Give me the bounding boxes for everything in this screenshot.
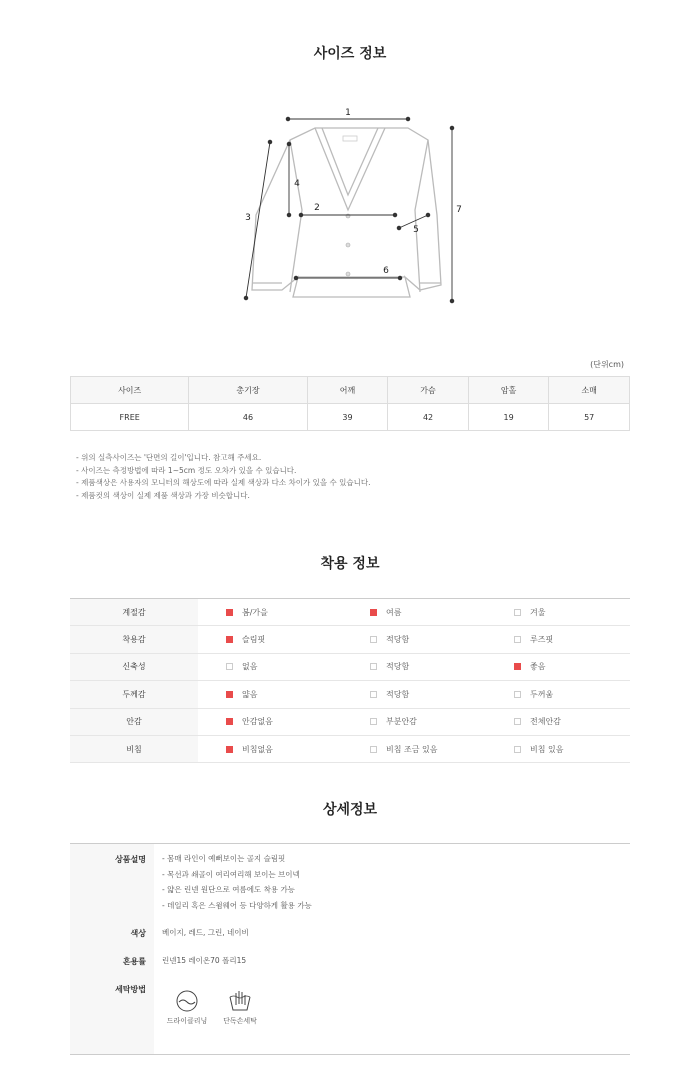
wash-item-hand-wash — [218, 988, 262, 1026]
detail-info-box — [70, 843, 630, 1055]
checked-box — [370, 609, 377, 616]
wear-option — [342, 626, 486, 653]
size-table — [70, 376, 630, 431]
table-cell: 19 — [468, 404, 549, 431]
unchecked-box — [370, 718, 377, 725]
wear-option-label: 겨울 — [530, 607, 546, 617]
measure-label-5: 5 — [413, 225, 419, 235]
header-cell: 암홀 — [468, 377, 549, 404]
detail-info-title: 상세정보 — [322, 802, 378, 818]
wear-row — [70, 653, 630, 680]
wear-option-label: 안감없음 — [242, 717, 273, 727]
wear-row-label: 두께감 — [70, 681, 198, 708]
wear-option — [342, 708, 486, 735]
desc-line: - 목선과 쇄골이 여리여리해 보이는 브이넥 — [162, 869, 300, 879]
header-cell: 가슴 — [388, 377, 469, 404]
wear-option — [198, 599, 342, 626]
table-cell: FREE — [71, 404, 189, 431]
size-notes — [76, 452, 371, 502]
desc-lines — [162, 851, 312, 913]
wash-item-dry-clean — [162, 988, 212, 1026]
unit-label: (단위cm) — [590, 360, 624, 369]
table-cell: 39 — [307, 404, 388, 431]
table-cell: 42 — [388, 404, 469, 431]
wear-option-label: 좋음 — [530, 662, 546, 672]
header-cell: 소매 — [549, 377, 630, 404]
wear-option-label: 적당함 — [386, 635, 410, 645]
wear-option — [342, 599, 486, 626]
wear-option-label: 봄/가을 — [242, 607, 268, 617]
wear-option-label: 전체안감 — [530, 717, 561, 727]
measure-label-6: 6 — [383, 266, 389, 276]
wear-option — [486, 599, 630, 626]
desc-label: 상품설명 — [115, 855, 146, 864]
wear-row-label: 비침 — [70, 735, 198, 762]
wear-option — [486, 708, 630, 735]
measure-label-2: 2 — [314, 203, 320, 213]
header-cell: 사이즈 — [71, 377, 189, 404]
color-label: 색상 — [130, 929, 146, 938]
note-item: - 제품컷의 색상이 실제 제품 색상과 가장 비슷합니다. — [76, 490, 250, 500]
checked-box — [226, 718, 233, 725]
wear-option-label: 슬림핏 — [242, 635, 266, 645]
wear-option-label: 부분안감 — [386, 717, 417, 727]
unchecked-box — [370, 663, 377, 670]
cardigan-outline — [252, 128, 441, 297]
unchecked-box — [514, 691, 521, 698]
wear-option-label: 얇음 — [242, 689, 258, 699]
measure-label-7: 7 — [456, 205, 462, 215]
unchecked-box — [514, 718, 521, 725]
wear-row — [70, 626, 630, 653]
checked-box — [514, 663, 521, 670]
material-value: 린넨15 레이온70 폴리15 — [162, 956, 247, 965]
table-cell: 57 — [549, 404, 630, 431]
size-info-title: 사이즈 정보 — [313, 46, 387, 62]
detail-label-column — [70, 844, 154, 1054]
hand-wash-icon — [227, 988, 253, 1014]
wear-row-label: 안감 — [70, 708, 198, 735]
cardigan-size-diagram — [230, 100, 480, 315]
wear-row — [70, 599, 630, 626]
wear-option — [198, 626, 342, 653]
wear-option — [198, 681, 342, 708]
wear-option — [342, 681, 486, 708]
desc-line: - 몸매 라인이 예뻐보이는 골지 슬림핏 — [162, 854, 286, 863]
note-item: - 위의 실측사이즈는 '단면의 길이'입니다. 참고해 주세요. — [76, 453, 262, 462]
wear-option — [198, 653, 342, 680]
header-cell: 어깨 — [307, 377, 388, 404]
checked-box — [226, 636, 233, 643]
wear-row-label: 착용감 — [70, 626, 198, 653]
measure-label-4: 4 — [294, 179, 300, 189]
wash-label: 세탁방법 — [115, 985, 146, 994]
wear-option-label: 비침없음 — [242, 744, 273, 754]
unchecked-box — [514, 746, 521, 753]
wear-option — [486, 681, 630, 708]
wear-option — [486, 626, 630, 653]
wear-info-table — [70, 598, 630, 763]
unchecked-box — [514, 609, 521, 616]
note-item: - 제품색상은 사용자의 모니터의 해상도에 따라 실제 색상과 다소 차이가 있을 수 있습니다. — [76, 478, 371, 487]
measure-label-3: 3 — [245, 213, 251, 223]
checked-box — [226, 609, 233, 616]
wear-row — [70, 708, 630, 735]
wear-option — [486, 735, 630, 762]
material-label: 혼용률 — [122, 957, 146, 966]
wear-option — [198, 735, 342, 762]
unchecked-box — [370, 746, 377, 753]
unchecked-box — [514, 636, 521, 643]
wear-option — [198, 708, 342, 735]
wear-option-label: 두꺼움 — [530, 689, 554, 699]
wear-row — [70, 681, 630, 708]
wear-option — [342, 735, 486, 762]
table-cell: 46 — [189, 404, 307, 431]
desc-line: - 데일리 혹은 스윔웨어 등 다양하게 활용 가능 — [162, 900, 312, 910]
wear-option-label: 적당함 — [386, 689, 410, 699]
unchecked-box — [370, 691, 377, 698]
wash-item-label: 드라이클리닝 — [166, 1017, 208, 1025]
wear-option-label: 비침 조금 있음 — [386, 744, 438, 754]
wear-row-label: 계절감 — [70, 599, 198, 626]
unchecked-box — [370, 636, 377, 643]
header-cell: 총기장 — [189, 377, 307, 404]
wear-option-label: 비침 있음 — [530, 744, 564, 754]
dry-clean-icon — [174, 988, 200, 1014]
table-row — [71, 404, 630, 431]
wear-option-label: 없음 — [242, 662, 258, 672]
note-item: - 사이즈는 측정방법에 따라 1~5cm 정도 오차가 있을 수 있습니다. — [76, 465, 297, 475]
measure-label-1: 1 — [345, 108, 351, 118]
checked-box — [226, 691, 233, 698]
unchecked-box — [226, 663, 233, 670]
wear-option — [486, 653, 630, 680]
wear-option-label: 적당함 — [386, 662, 410, 672]
wear-info-title: 착용 정보 — [320, 556, 380, 572]
wear-option-label: 루즈핏 — [530, 635, 554, 645]
checked-box — [226, 746, 233, 753]
desc-line: - 얇은 린넨 원단으로 여름에도 착용 가능 — [162, 885, 295, 894]
wear-row — [70, 735, 630, 762]
size-table-header — [71, 377, 630, 404]
wash-item-label: 단독손세탁 — [223, 1017, 257, 1025]
wear-option-label: 여름 — [386, 607, 402, 617]
wear-option — [342, 653, 486, 680]
color-value: 베이지, 레드, 그린, 네이비 — [162, 928, 249, 937]
wear-row-label: 신축성 — [70, 653, 198, 680]
